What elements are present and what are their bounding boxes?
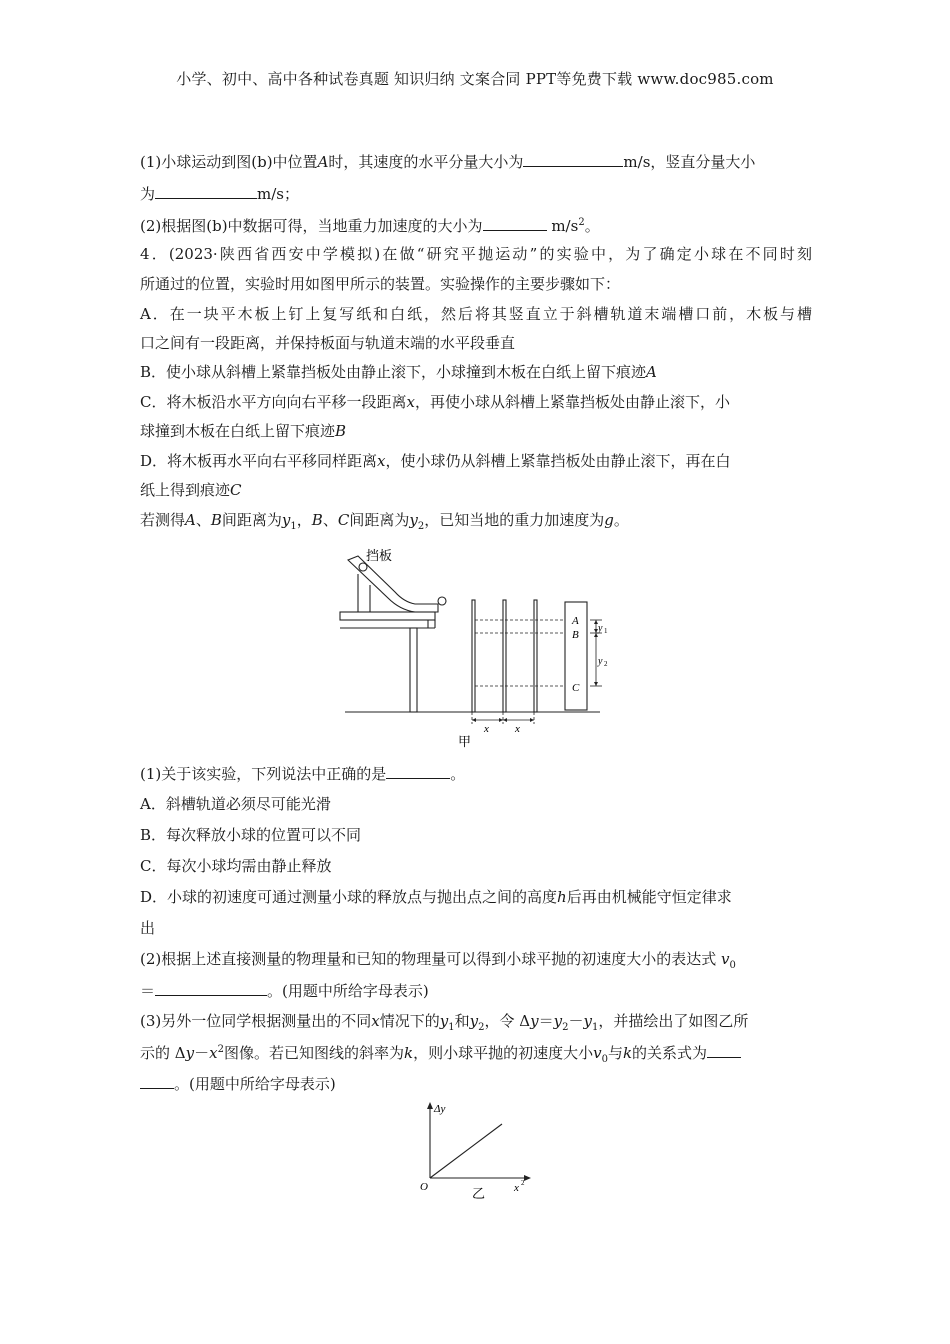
q4-stepD-line2: 纸上得到痕迹C [140,481,242,499]
q4-sub3-line2: 示的 $\Delta y-x^2$图像。若已知图线的斜率为k，则小球平抛的初速度大小$v_0$与k的关系式为 [140,1041,741,1065]
y-axis-label: Δy [434,1103,446,1115]
launch-ball [438,597,446,605]
option-D-line2: 出 [140,919,156,937]
answer-blank-gravity[interactable] [483,214,547,231]
q4-stepC-line2: 球撞到木板在白纸上留下痕迹B [140,422,347,440]
prev-q1-line2: 为 m/s； [140,182,299,204]
q4-sub2-line1: (2)根据上述直接测量的物理量和已知的物理量可以得到小球平抛的初速度大小的表达式 $v_0$ [140,950,736,971]
option-D-line1: D．小球的初速度可通过测量小球的释放点与抛出点之间的高度h后再由机械能守恒定律求 [140,888,732,906]
answer-blank-vertical-speed[interactable] [155,182,257,199]
option-C: C．每次小球均需由静止释放 [140,857,332,875]
q4-sub3-line1: (3)另外一位同学根据测量出的不同x情况下的$y_1$和$y_2$，令 $\Delta y=y_2-y_1$，并描绘出了如图乙所 [140,1012,749,1033]
caption-jia: 甲 [458,734,472,749]
label-x-1: x [484,723,489,735]
table-top [340,612,435,620]
label-baffle: 挡板 [366,548,393,563]
label-y1: y [598,623,603,634]
caption-yi: 乙 [472,1186,486,1201]
page-header: 小学、初中、高中各种试卷真题 知识归纳 文案合同 PPT等免费下载 www.doc985.com [176,70,774,88]
option-A: A．斜槽轨道必须尽可能光滑 [140,795,331,813]
q4-intro-line2: 所通过的位置，实验时用如图甲所示的装置。实验操作的主要步骤如下： [140,275,621,293]
q4-stepC-line1: C．将木板沿水平方向向右平移一段距离x，再使小球从斜槽上紧靠挡板处由静止滚下，小 [140,393,730,411]
figure-jia-apparatus [330,540,610,750]
prev-q1-line1: (1)小球运动到图(b)中位置A时，其速度的水平分量大小为 m/s，竖直分量大小 [140,150,755,172]
q4-sub2-line2: ＝ 。(用题中所给字母表示) [140,979,429,1001]
option-B: B．每次释放小球的位置可以不同 [140,826,362,844]
board-position-3 [534,600,537,712]
prev-q2-line: (2)根据图(b)中数据可得，当地重力加速度的大小为 $m/s^2$。 [140,214,600,236]
label-A: A [572,615,579,627]
q4-intro-line1: 4．(2023·陕西省西安中学模拟)在做“研究平抛运动”的实验中，为了确定小球在不同时刻 [140,245,812,263]
answer-blank-sub3-part2[interactable] [140,1072,174,1089]
label-C: C [572,682,580,694]
q4-stepA-line2: 口之间有一段距离，并保持板面与轨道末端的水平段垂直 [140,334,516,352]
board-position-2 [503,600,506,712]
answer-blank-horizontal-speed[interactable] [523,150,623,167]
q4-sub3-line3: 。(用题中所给字母表示) [140,1072,336,1094]
q4-stepD-line1: D．将木板再水平向右平移同样距离x，使小球仍从斜槽上紧靠挡板处由静止滚下，再在白 [140,452,731,470]
baffle-ball [359,563,367,571]
label-y1-sub: 1 [604,627,608,635]
origin-label: O [420,1181,428,1193]
q4-sub1-line: (1)关于该实验，下列说法中正确的是 。 [140,762,465,784]
board-position-1 [472,600,475,712]
q4-stepA-line1: A．在一块平木板上钉上复写纸和白纸，然后将其竖直立于斜槽轨道末端槽口前，木板与槽 [140,305,812,323]
answer-blank-sub1[interactable] [386,762,450,779]
label-y2: y [598,656,603,667]
x-axis-label: x [514,1182,519,1194]
answer-blank-sub3-part1[interactable] [707,1041,741,1058]
figure-yi-graph [410,1098,540,1204]
delta-y-vs-x2-line [430,1124,502,1178]
label-y2-sub: 2 [604,660,608,668]
answer-blank-sub2[interactable] [155,979,267,996]
label-x-2: x [515,723,520,735]
label-B: B [572,629,579,641]
incline-chute [348,556,438,612]
q4-measure-line: 若测得A、B间距离为$y_1$，B、C间距离为$y_2$，已知当地的重力加速度为g。 [140,511,629,532]
table-leg [410,628,417,712]
x-axis-label-sup: 2 [521,1179,525,1187]
q4-stepB-line: B．使小球从斜槽上紧靠挡板处由静止滚下，小球撞到木板在白纸上留下痕迹A [140,363,657,381]
